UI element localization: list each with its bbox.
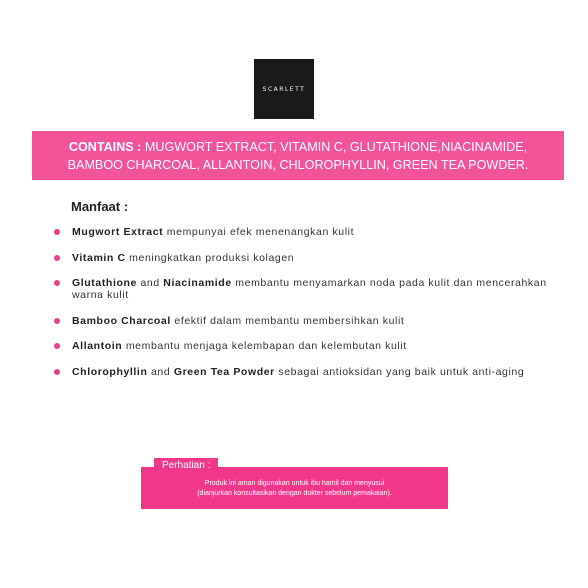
benefit-item bbox=[52, 277, 562, 301]
benefit-text: membantu menyamarkan noda pada kulit dan mencerahkan warna kulit bbox=[72, 277, 547, 301]
contains-ingredients-1: MUGWORT EXTRACT, VITAMIN C, GLUTATHIONE,NIACINAMIDE, bbox=[141, 139, 528, 154]
benefit-item bbox=[52, 252, 562, 264]
benefit-ingredient: Bamboo Charcoal bbox=[72, 314, 171, 327]
contains-line-2: BAMBOO CHARCOAL, ALLANTOIN, CHLOROPHYLLIN, GREEN TEA POWDER. bbox=[67, 157, 529, 172]
contains-line-1 bbox=[69, 138, 527, 156]
contains-banner bbox=[32, 131, 564, 180]
benefit-ingredient: Allantoin bbox=[72, 340, 123, 352]
benefit-ingredient: Niacinamide bbox=[163, 277, 232, 289]
benefit-text: and bbox=[136, 277, 164, 289]
benefit-item bbox=[52, 340, 562, 352]
benefit-ingredient: Mugwort Extract bbox=[72, 226, 164, 238]
benefit-item bbox=[52, 315, 562, 327]
bullet-dot-icon bbox=[54, 343, 60, 349]
benefit-text: and bbox=[147, 365, 174, 378]
benefit-ingredient: Vitamin C bbox=[72, 251, 126, 264]
benefit-ingredient: Green Tea Powder bbox=[173, 365, 275, 378]
benefit-text: efektif dalam membantu membersihkan kulit bbox=[170, 314, 405, 327]
benefit-ingredient: Glutathione bbox=[72, 277, 137, 289]
benefit-ingredient: Chlorophyllin bbox=[72, 365, 148, 378]
bullet-dot-icon bbox=[54, 255, 60, 261]
benefits-list bbox=[52, 226, 562, 391]
benefits-heading: Manfaat : bbox=[71, 199, 129, 214]
benefit-text: sebagai antioksidan yang baik untuk anti-aging bbox=[274, 365, 525, 378]
contains-label: CONTAINS : bbox=[68, 139, 142, 154]
notice-title: Perhatian : bbox=[154, 458, 218, 473]
benefit-text: meningkatkan produksi kolagen bbox=[125, 251, 295, 264]
notice-box bbox=[141, 460, 448, 509]
notice-body bbox=[141, 479, 448, 499]
bullet-dot-icon bbox=[54, 229, 60, 235]
benefit-item bbox=[52, 366, 562, 378]
benefit-item bbox=[52, 226, 562, 238]
benefit-text: mempunyai efek menenangkan kulit bbox=[163, 226, 355, 238]
notice-line-1: Produk ini aman digunakan untuk ibu hamil dan menyusui bbox=[204, 480, 385, 487]
bullet-dot-icon bbox=[54, 318, 60, 324]
brand-logo bbox=[254, 59, 314, 119]
brand-name: SCARLETT bbox=[262, 85, 306, 93]
notice-line-2: (dianjurkan konsultasikan dengan dokter sebelum pemakaian). bbox=[197, 490, 392, 497]
bullet-dot-icon bbox=[54, 280, 60, 286]
benefit-text: membantu menjaga kelembapan dan kelembutan kulit bbox=[122, 340, 407, 352]
bullet-dot-icon bbox=[54, 369, 60, 375]
